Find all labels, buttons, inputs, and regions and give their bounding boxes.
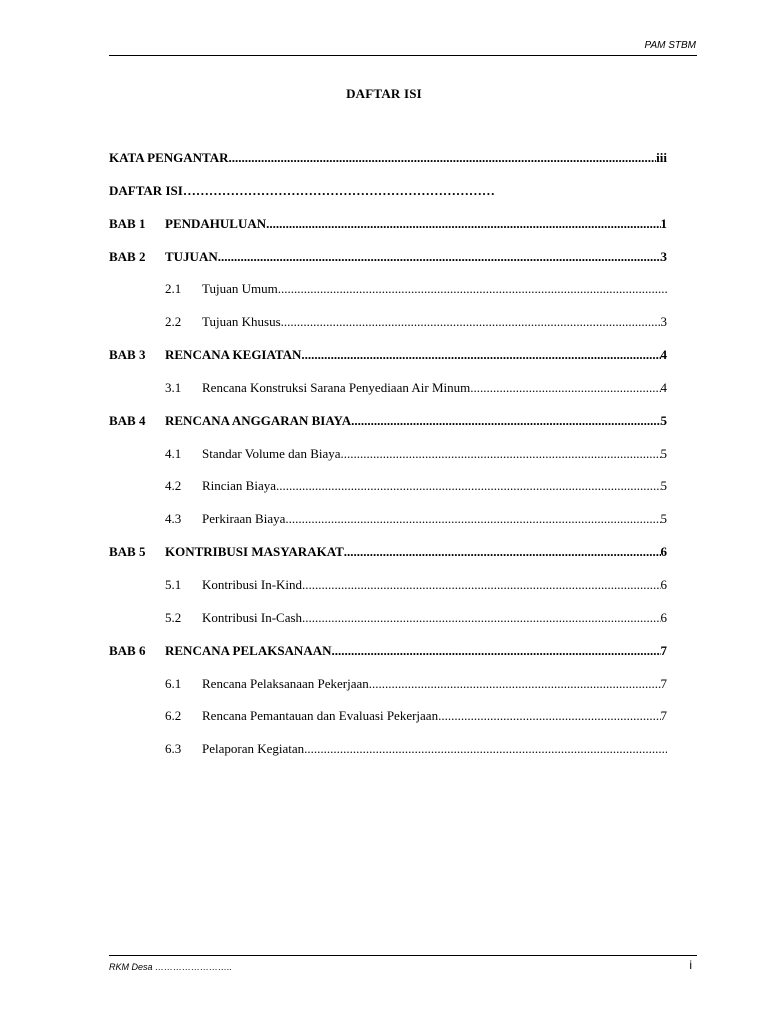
toc-entry-label: Pelaporan Kegiatan (202, 741, 305, 757)
toc-entry-label: Standar Volume dan Biaya (202, 445, 341, 461)
toc-entry-page: 5 (660, 445, 667, 461)
toc-dot-leader (218, 248, 661, 266)
toc-entry-page: 5 (660, 478, 667, 494)
toc-dot-leader (266, 215, 660, 233)
toc-entry-page: 6 (660, 544, 667, 560)
toc-entry-label: KONTRIBUSI MASYARAKAT (165, 544, 344, 560)
toc-chapter-entry[interactable] (109, 182, 667, 215)
toc-entry-label: DAFTAR ISI (109, 182, 183, 198)
toc-entry-label: Rencana Pemantauan dan Evaluasi Pekerjaan (202, 708, 439, 724)
toc-entry-page: 7 (660, 675, 667, 691)
toc-chapter-entry[interactable] (109, 346, 667, 379)
toc-dot-leader (183, 182, 667, 200)
toc-entry-label: Kontribusi In-Kind (202, 576, 303, 592)
footer-rule (109, 955, 697, 956)
toc-entry-label: KATA PENGANTAR (109, 150, 229, 165)
toc-entry-page: iii (656, 150, 667, 165)
toc-entry-number: 4.2 (165, 478, 182, 494)
toc-section-entry[interactable] (109, 477, 667, 510)
toc-dot-leader (470, 379, 660, 397)
toc-entry-page: 5 (660, 511, 667, 527)
toc-entry-label: Tujuan Khusus (202, 314, 281, 330)
toc-entry-label: RENCANA ANGGARAN BIAYA (165, 412, 352, 428)
toc-entry-number: 6.2 (165, 708, 182, 724)
toc-entry-number: BAB 2 (109, 248, 146, 264)
toc-entry-number: 6.1 (165, 675, 182, 691)
toc-chapter-entry[interactable] (109, 149, 667, 182)
toc-entry-page: 6 (660, 576, 667, 592)
toc-entry-page: 3 (660, 314, 667, 330)
toc-section-entry[interactable] (109, 510, 667, 543)
toc-entry-number: 4.1 (165, 445, 182, 461)
toc-chapter-entry[interactable] (109, 412, 667, 445)
toc-entry-page: 1 (660, 215, 667, 231)
toc-entry-label: Rincian Biaya (202, 478, 277, 494)
toc-entry-number: 5.1 (165, 576, 182, 592)
toc-entry-page: 7 (660, 642, 667, 658)
header-rule (109, 55, 697, 56)
toc-dot-leader (369, 675, 661, 693)
toc-section-entry[interactable] (109, 280, 667, 313)
toc-entry-page: 4 (660, 347, 667, 363)
toc-chapter-entry[interactable] (109, 215, 667, 248)
toc-dot-leader (351, 412, 660, 430)
toc-entry-number: BAB 6 (109, 642, 146, 658)
toc-entry-number: 3.1 (165, 379, 182, 395)
toc-section-entry[interactable] (109, 675, 667, 708)
toc-entry-number: 2.1 (165, 281, 182, 297)
toc-entry-number: BAB 4 (109, 412, 146, 428)
footer-page-number: i (689, 958, 692, 972)
toc-dot-leader (301, 346, 660, 364)
toc-entry-number: 4.3 (165, 511, 182, 527)
toc-entry-label: PENDAHULUAN (165, 215, 267, 231)
toc-entry-number: 5.2 (165, 609, 182, 625)
toc-entry-label: Kontribusi In-Cash (202, 609, 303, 625)
toc-entry-page: 6 (660, 609, 667, 625)
toc-dot-leader (276, 477, 660, 495)
toc-dot-leader (304, 740, 667, 758)
toc-dot-leader (302, 609, 660, 627)
toc-dot-leader (302, 576, 660, 594)
toc-dot-leader (332, 642, 661, 660)
toc-section-entry[interactable] (109, 576, 667, 609)
toc-dot-leader (278, 280, 667, 298)
toc-entry-page: 5 (660, 412, 667, 428)
toc-section-entry[interactable] (109, 379, 667, 412)
toc-entry-label: Rencana Konstruksi Sarana Penyediaan Air Minum (202, 379, 471, 395)
toc-dot-leader (344, 543, 661, 561)
toc-chapter-entry[interactable] (109, 248, 667, 281)
toc-entry-number: BAB 3 (109, 347, 146, 363)
toc-dot-leader (285, 510, 660, 528)
toc-section-entry[interactable] (109, 445, 667, 478)
toc-entry-page: 3 (660, 248, 667, 264)
toc-entry-label: RENCANA PELAKSANAAN (165, 642, 332, 658)
toc-entry-label: RENCANA KEGIATAN (165, 347, 302, 363)
toc-entry-label: TUJUAN (165, 248, 218, 264)
running-header: PAM STBM (644, 40, 696, 51)
toc-dot-leader (341, 445, 661, 463)
page-title: DAFTAR ISI (346, 86, 422, 101)
toc-section-entry[interactable] (109, 740, 667, 773)
toc-section-entry[interactable] (109, 609, 667, 642)
toc-dot-leader (281, 313, 661, 331)
toc-entry-number: BAB 1 (109, 215, 146, 231)
toc-entry-label: Rencana Pelaksanaan Pekerjaan (202, 675, 369, 691)
toc-section-entry[interactable] (109, 707, 667, 740)
toc-entry-label: Tujuan Umum (202, 281, 278, 297)
toc-entry-number: 6.3 (165, 741, 182, 757)
toc-chapter-entry[interactable] (109, 543, 667, 576)
toc-section-entry[interactable] (109, 313, 667, 346)
toc-dot-leader (229, 149, 657, 167)
toc-entry-number: BAB 5 (109, 544, 146, 560)
toc-entry-page: 7 (660, 708, 667, 724)
toc-entry-number: 2.2 (165, 314, 182, 330)
table-of-contents (109, 149, 667, 773)
toc-entry-label: Perkiraan Biaya (202, 511, 286, 527)
toc-dot-leader (438, 707, 660, 725)
footer-text: RKM Desa …………………….. (109, 962, 233, 972)
toc-chapter-entry[interactable] (109, 642, 667, 675)
toc-entry-page: 4 (660, 379, 667, 395)
